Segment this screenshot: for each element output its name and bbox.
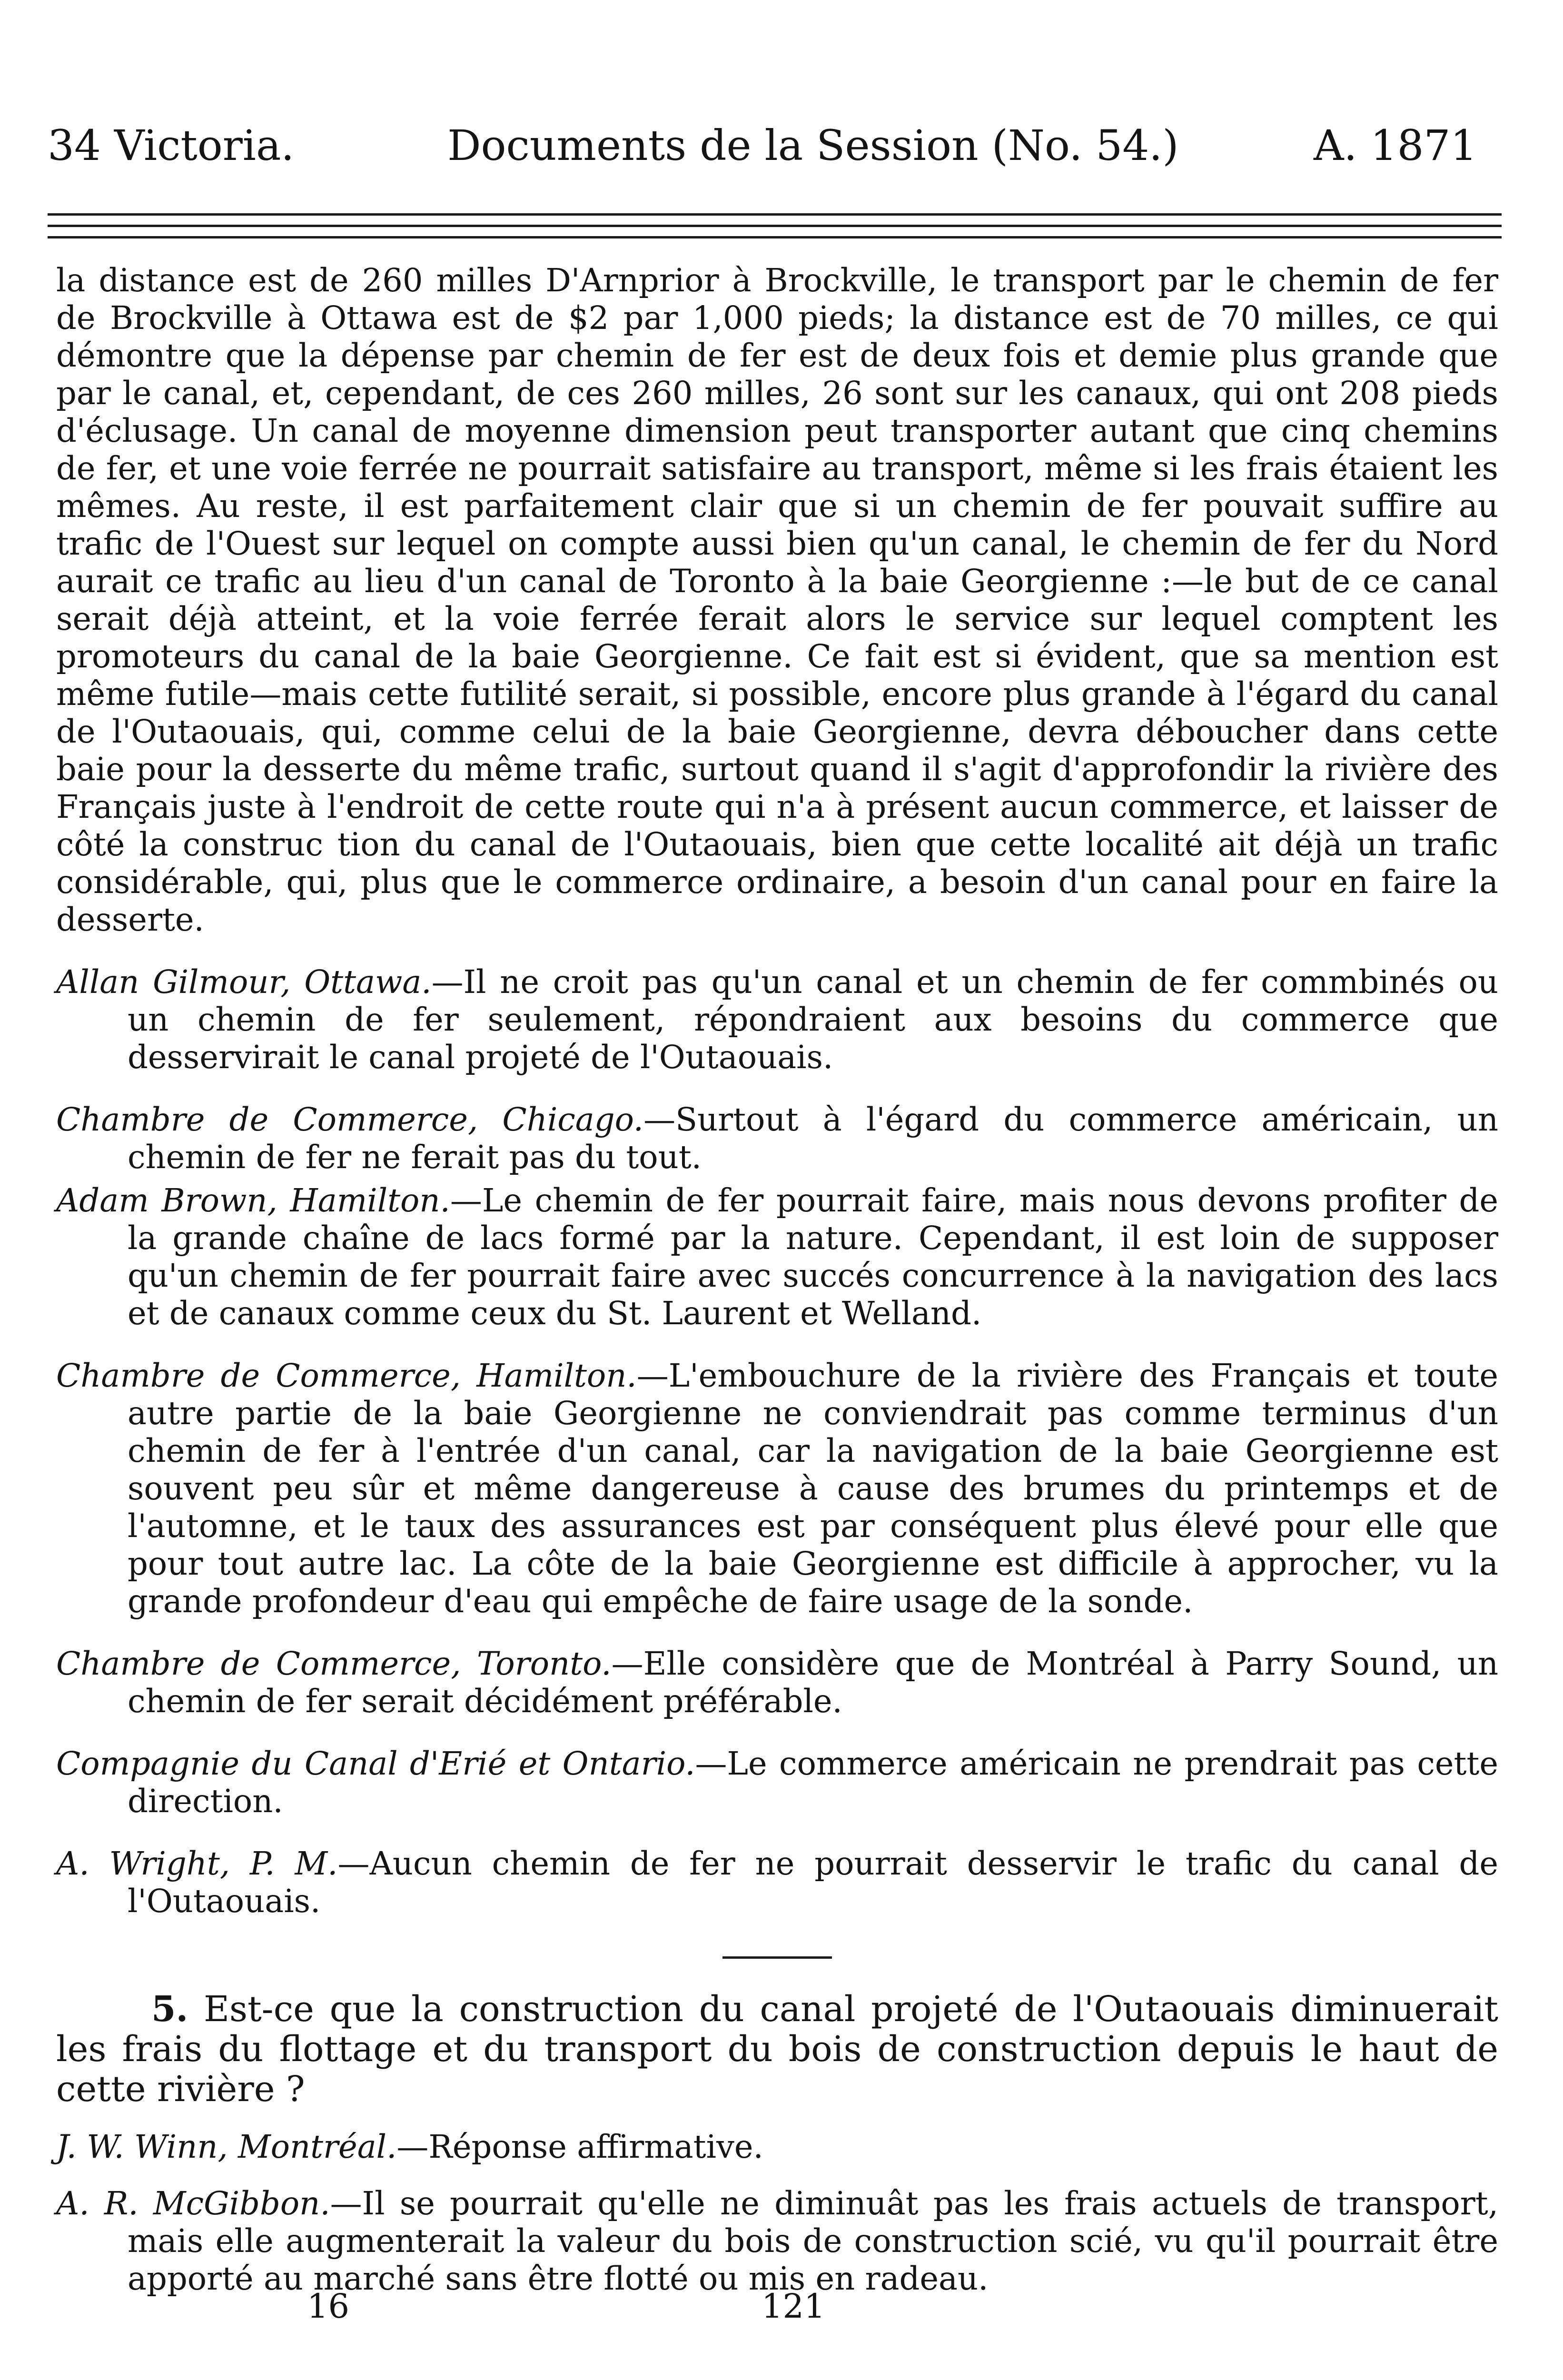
response-text: —Le commerce américain ne prendrait pas cette direction. (128, 1745, 1498, 1820)
response-text: —Le chemin de fer pourrait faire, mais nous devons profiter de la grande chaîne de lacs formé par la nature. Cependant, il est loin de supposer qu'un chemin de fer pourrait faire avec succés concurrence à la navigation des lacs et de canaux comme ceux du St. Laurent et Welland. (128, 1182, 1499, 1332)
response-chambre-toronto (56, 1645, 1498, 1720)
section-separator (722, 1956, 832, 1959)
response-gilmour (56, 963, 1498, 1076)
question-number: 5. (151, 1989, 188, 2030)
header-rule-middle (48, 225, 1502, 227)
question-text: Est-ce que la construction du canal projeté de l'Outaouais diminuerait les frais du flottage et du transport du bois de construction depuis le haut de cette rivière ? (56, 1989, 1498, 2110)
header-rule-bottom (48, 236, 1502, 238)
response-wright (56, 1845, 1498, 1920)
response-chambre-chicago (56, 1101, 1498, 1176)
response-text: —Elle considère que de Montréal à Parry Sound, un chemin de fer serait décidément préférable. (128, 1645, 1498, 1720)
answer-winn (56, 2128, 1498, 2166)
intro-paragraph: la distance est de 260 milles D'Arnprior à Brockville, le transport par le chemin de fer de Brockville à Ottawa est de $2 par 1,000 pieds; la distance est de 70 milles, ce qui démontre que la dépense par chemin de fer est de deux fois et demie plus grande que par le canal, et, cependant, de ces 260 milles, 26 sont sur les canaux, qui ont 208 pieds d'éclusage. Un canal de moyenne dimension peut transporter autant que cinq chemins de fer, et une voie ferrée ne pourrait satisfaire au transport, même si les frais étaient les mêmes. Au reste, il est parfaitement clair que si un chemin de fer pouvait suffire au trafic de l'Ouest sur lequel on compte aussi bien qu'un canal, le chemin de fer du Nord aurait ce trafic au lieu d'un canal de Toronto à la baie Georgienne :—le but de ce canal serait déjà atteint, et la voie ferrée ferait alors le service sur lequel comptent les promoteurs du canal de la baie Georgienne. Ce fait est si évident, que sa mention est même futile—mais cette futilité serait, si possible, encore plus grande à l'égard du canal de l'Outaouais, qui, comme celui de la baie Georgienne, devra déboucher dans cette baie pour la desserte du même trafic, surtout quand il s'agit d'approfondir la rivière des Français juste à l'endroit de cette route qui n'a à présent aucun commerce, et laisser de côté la construc tion du canal de l'Outaouais, bien que cette localité ait déjà un trafic considérable, qui, plus que le commerce ordinaire, a besoin d'un canal pour en faire la desserte. (56, 262, 1498, 938)
respondent-name: A. R. McGibbon. (56, 2185, 330, 2222)
respondent-name: Chambre de Commerce, Hamilton. (56, 1357, 637, 1394)
answer-mcgibbon (56, 2185, 1498, 2298)
respondent-name: Compagnie du Canal d'Erié et Ontario. (56, 1745, 695, 1782)
answer-text: —Réponse affirmative. (396, 2128, 763, 2165)
signature-mark: 16 (307, 2287, 350, 2326)
respondent-name: J. W. Winn, Montréal. (56, 2128, 397, 2165)
response-text: —L'embouchure de la rivière des Français et toute autre partie de la baie Georgienne ne conviendrait pas comme terminus d'un chemin de fer à l'entrée d'un canal, car la navigation de la baie Georgienne est souvent peu sûr et même dangereuse à cause des brumes du printemps et de l'automne, et le taux des assurances est par conséquent plus élevé pour elle que pour tout autre lac. La côte de la baie Georgienne est difficile à approcher, vu la grande profondeur d'eau qui empêche de faire usage de la sonde. (128, 1357, 1498, 1620)
response-text: —Il ne croit pas qu'un canal et un chemin de fer commbinés ou un chemin de fer seulement, répondraient aux besoins du commerce que desservirait le canal projeté de l'Outaouais. (128, 963, 1498, 1076)
response-canal-erie-ontario (56, 1745, 1498, 1820)
response-chambre-hamilton (56, 1357, 1498, 1620)
header-year: A. 1871 (1314, 121, 1477, 170)
answer-text: —Il se pourrait qu'elle ne diminuât pas les frais actuels de transport, mais elle augmenterait la valeur du bois de construction scié, vu qu'il pourrait être apporté au marché sans être flotté ou mis en radeau. (128, 2185, 1498, 2297)
response-text: —Aucun chemin de fer ne pourrait desservir le trafic du canal de l'Outaouais. (128, 1845, 1498, 1920)
header-session-year: 34 Victoria. (48, 121, 295, 170)
response-adam-brown (56, 1182, 1498, 1332)
respondent-name: Adam Brown, Hamilton. (56, 1182, 450, 1219)
question-5 (56, 1989, 1498, 2109)
page-number: 121 (762, 2287, 825, 2326)
header-rule-top (48, 213, 1502, 216)
respondent-name: A. Wright, P. M. (56, 1845, 338, 1882)
response-text: —Surtout à l'égard du commerce américain, un chemin de fer ne ferait pas du tout. (128, 1101, 1498, 1176)
respondent-name: Chambre de Commerce, Chicago. (56, 1101, 644, 1138)
respondent-name: Allan Gilmour, Ottawa. (56, 963, 432, 1001)
page-body (56, 262, 1498, 2298)
header-document-title: Documents de la Session (No. 54.) (447, 121, 1179, 170)
respondent-name: Chambre de Commerce, Toronto. (56, 1645, 612, 1682)
